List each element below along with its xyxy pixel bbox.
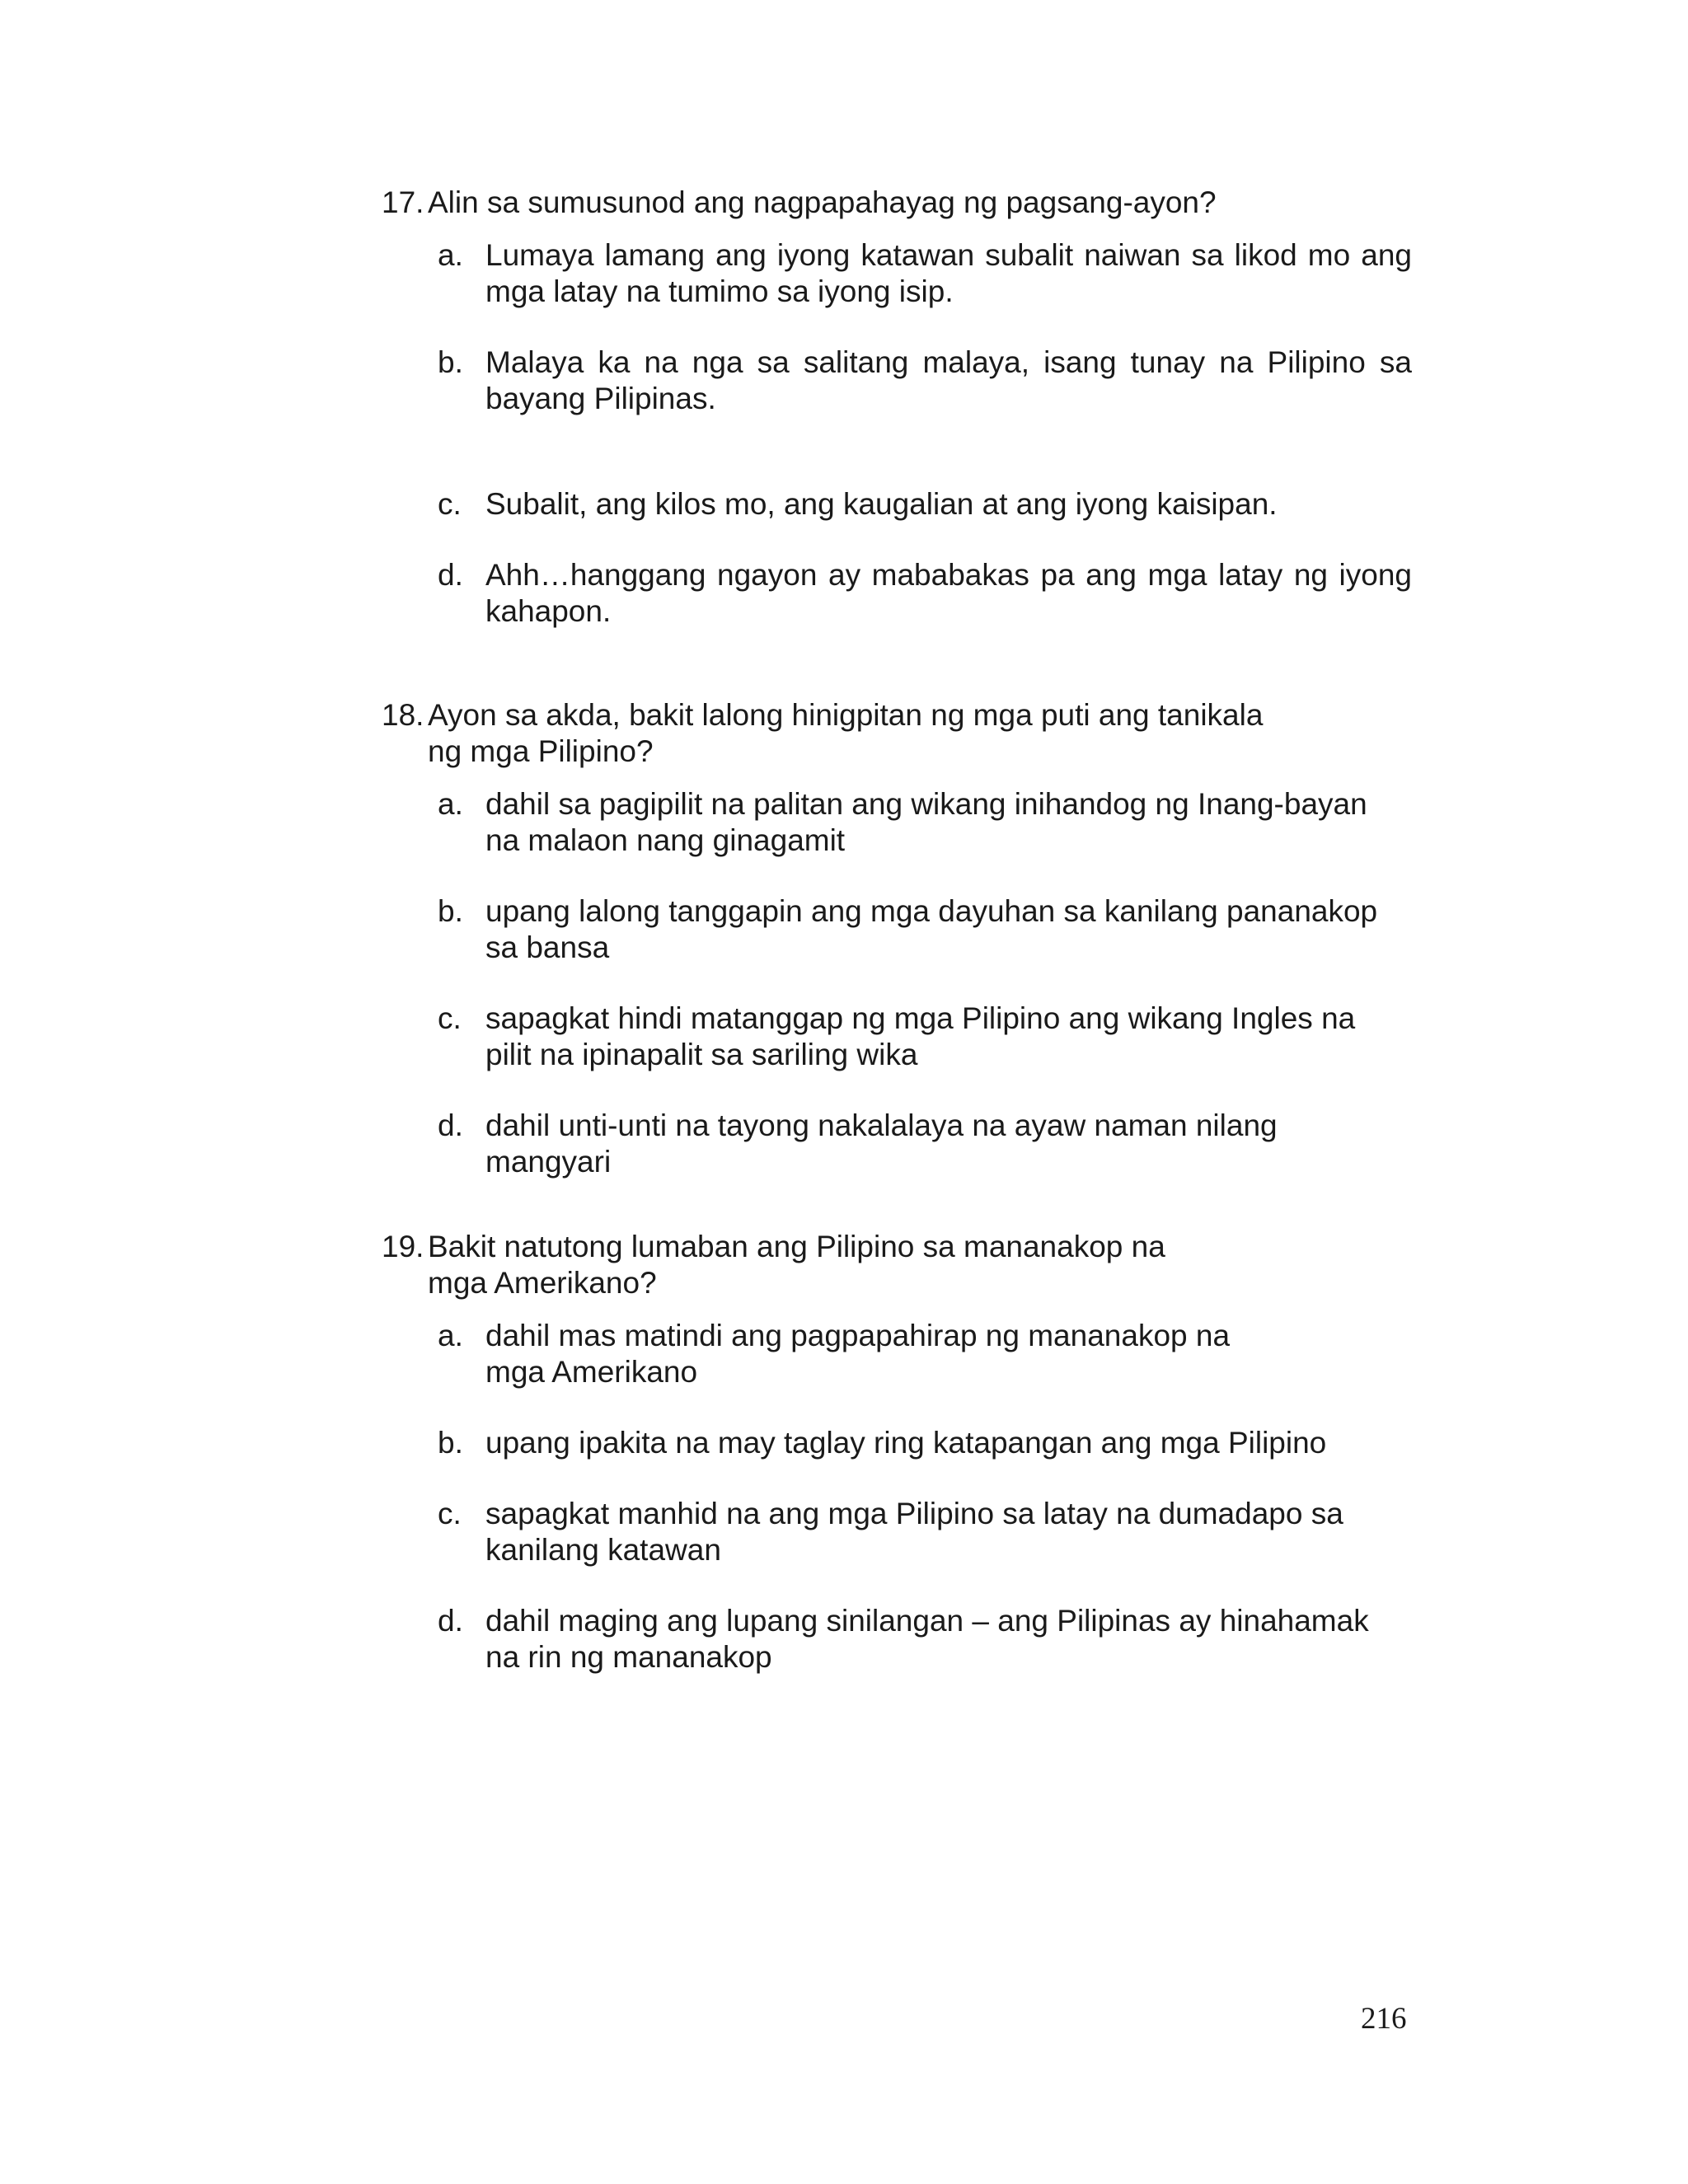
options-list [382,237,1412,630]
option-text: sapagkat hindi matanggap ng mga Pilipino ang wikang Ingles na pilit na ipinapalit sa sariling wika [485,1001,1356,1071]
option-text: Lumaya lamang ang iyong katawan subalit naiwan sa likod mo ang mga latay na tumimo sa iyong isip. [485,238,1412,308]
option-letter: a. [438,787,463,821]
option-text: sapagkat manhid na ang mga Pilipino sa latay na dumadapo sa kanilang katawan [485,1497,1343,1567]
option-text: dahil sa pagipilit na palitan ang wikang inihandog ng Inang-bayan na malaon nang ginagamit [485,787,1367,857]
option-text: Subalit, ang kilos mo, ang kaugalian at ang iyong kaisipan. [485,487,1278,521]
option-d [382,557,1412,630]
option-text: upang lalong tanggapin ang mga dayuhan sa kanilang pananakop sa bansa [485,894,1378,964]
option-letter: c. [438,1001,462,1035]
option-d [382,1603,1412,1675]
question-stem [382,1229,1412,1301]
option-letter: a. [438,1319,463,1352]
option-letter: d. [438,1604,463,1638]
option-text: dahil mas matindi ang pagpapahirap ng mananakop na mga Amerikano [485,1319,1231,1389]
question-text: Alin sa sumusunod ang nagpapahayag ng pagsang-ayon? [428,185,1217,219]
option-text: Malaya ka na nga sa salitang malaya, isang tunay na Pilipino sa bayang Pilipinas. [485,345,1412,415]
option-letter: d. [438,558,463,592]
option-letter: a. [438,238,463,272]
option-c [382,1496,1412,1568]
option-text: dahil unti-unti na tayong nakalalaya na ayaw naman nilang mangyari [485,1108,1278,1179]
option-a [382,786,1412,859]
option-text: upang ipakita na may taglay ring katapangan ang mga Pilipino [485,1426,1327,1460]
question-text: Bakit natutong lumaban ang Pilipino sa mananakop na mga Amerikano? [428,1230,1165,1300]
option-letter: c. [438,1497,462,1530]
question-18 [382,697,1412,1215]
option-text: dahil maging ang lupang sinilangan – ang Pilipinas ay hinahamak na rin ng mananakop [485,1604,1369,1674]
option-b [382,893,1412,966]
option-letter: c. [438,487,462,521]
option-c [382,486,1412,523]
option-a [382,237,1412,310]
option-c [382,1001,1412,1073]
option-b [382,344,1412,417]
option-letter: d. [438,1108,463,1142]
question-number: 18. [382,698,424,732]
question-19 [382,1229,1412,1710]
options-list [382,1318,1412,1675]
question-number: 17. [382,185,424,219]
question-17 [382,185,1412,664]
question-text: Ayon sa akda, bakit lalong hinigpitan ng mga puti ang tanikala ng mga Pilipino? [428,698,1264,768]
option-letter: b. [438,1426,463,1460]
question-stem [382,697,1412,770]
page-number: 216 [1361,2002,1407,2036]
question-stem [382,185,1412,221]
option-letter: b. [438,894,463,928]
option-text: Ahh…hanggang ngayon ay mababakas pa ang mga latay ng iyong kahapon. [485,558,1412,628]
options-list [382,786,1412,1180]
option-letter: b. [438,345,463,379]
option-b [382,1425,1412,1461]
option-d [382,1108,1412,1180]
option-a [382,1318,1412,1390]
question-number: 19. [382,1230,424,1263]
